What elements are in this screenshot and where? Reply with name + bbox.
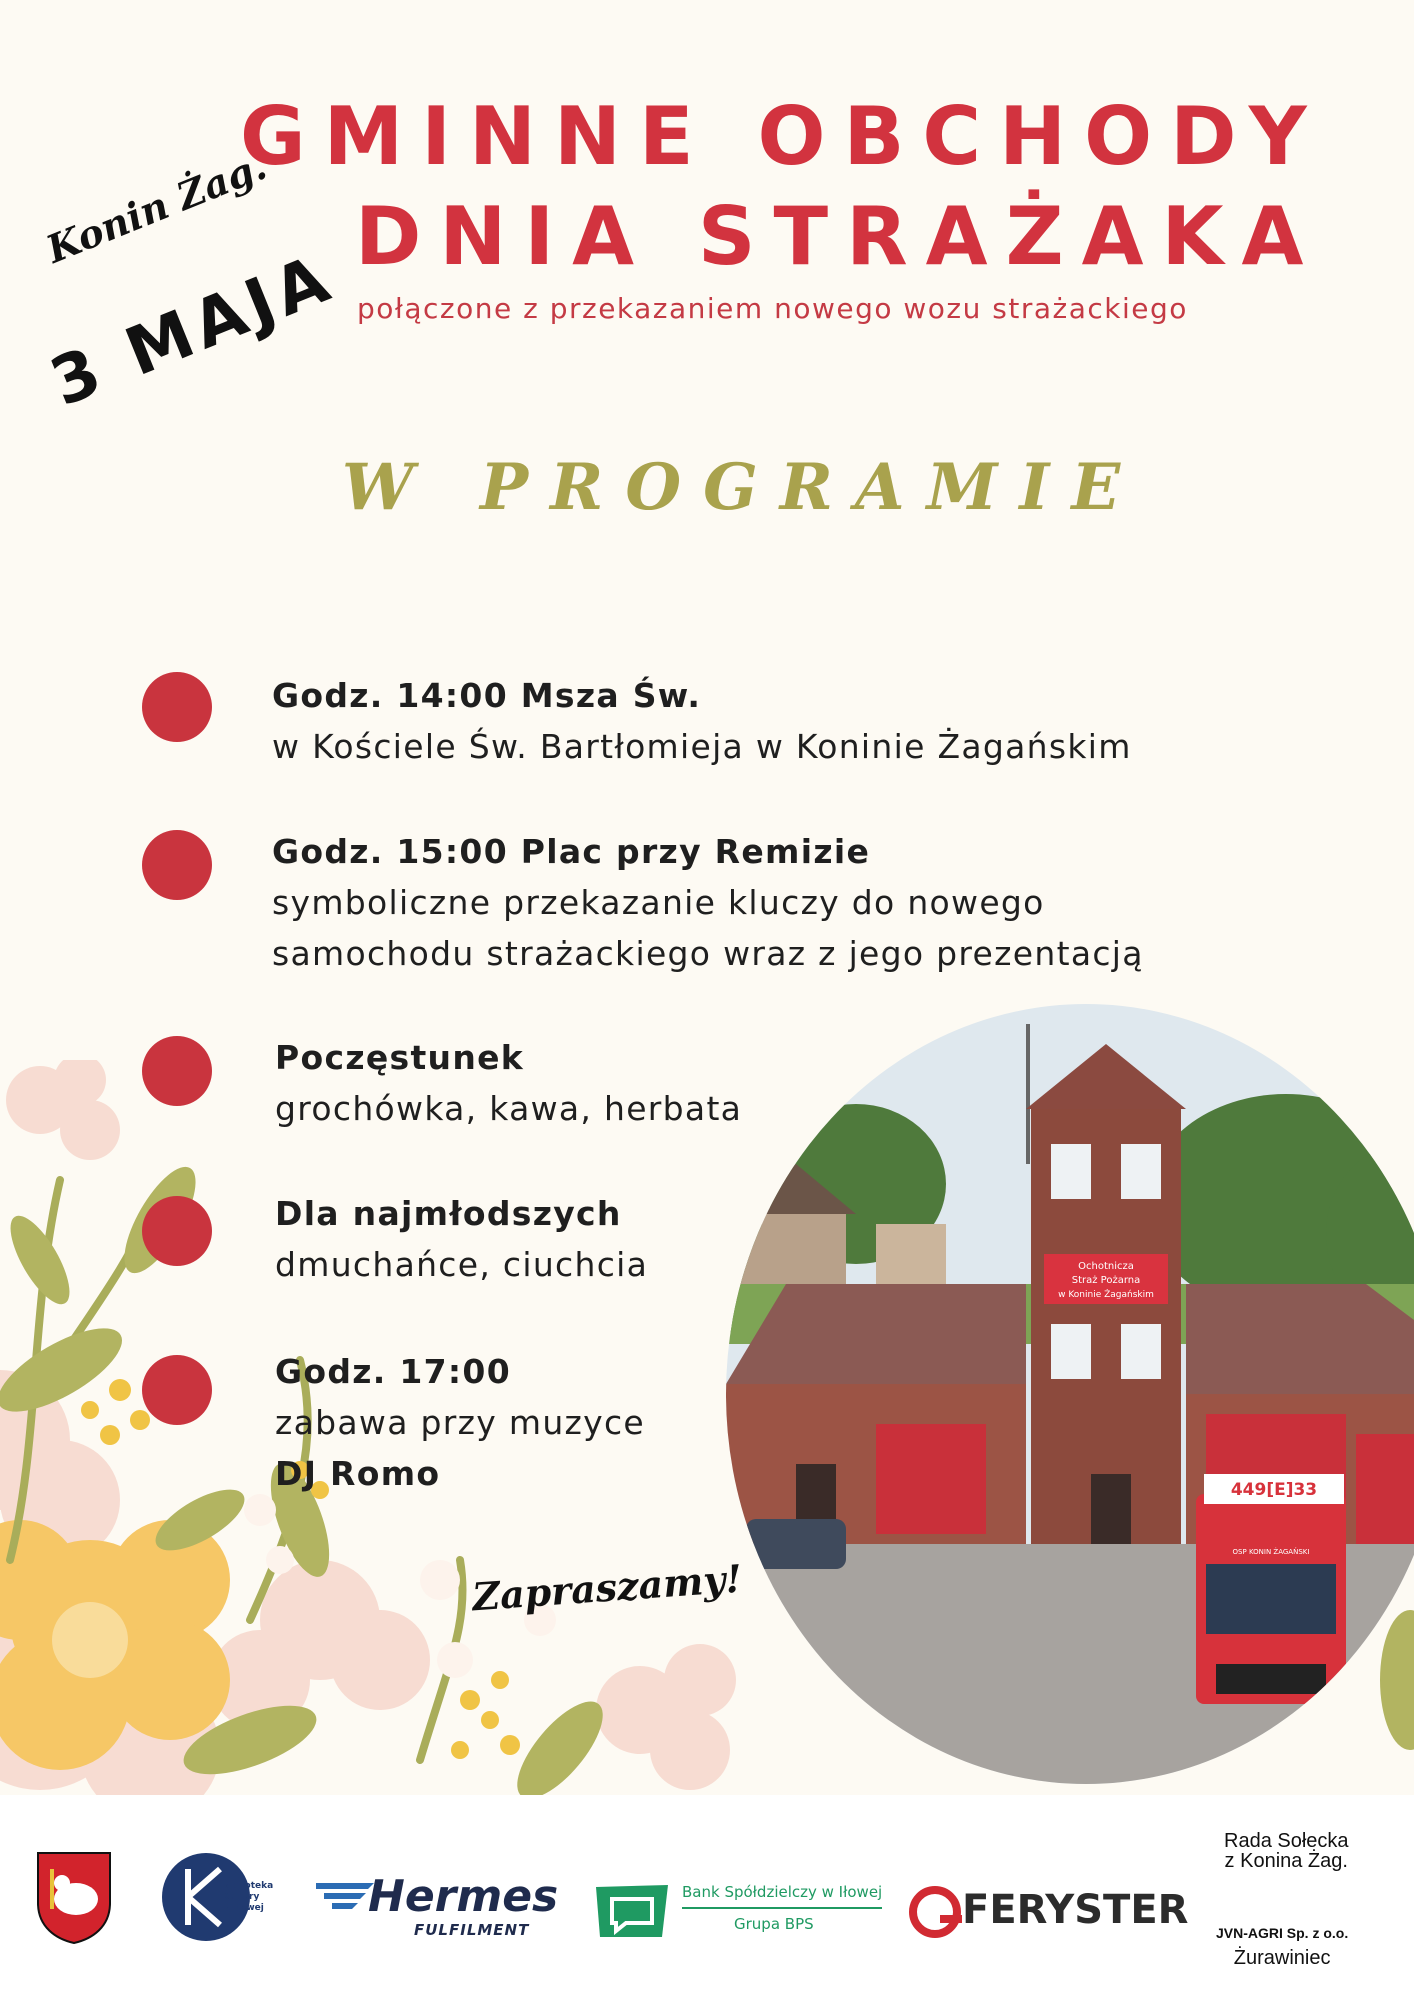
truck-number: 449[E]33 [1230, 1480, 1318, 1500]
schedule-item-head: Godz. 14:00 Msza Św. [272, 676, 702, 715]
event-date: 3 MAJA [40, 238, 345, 422]
bank-logo-text: Bank Spółdzielczy w Iłowej [682, 1883, 883, 1901]
bank-logo-icon [592, 1881, 672, 1941]
hermes-wing-icon [316, 1879, 376, 1909]
bullet-icon [142, 1036, 212, 1106]
feryster-logo-text: FERYSTER [962, 1887, 1189, 1933]
schedule-item-head: Dla najmłodszych [275, 1194, 622, 1233]
truck-label: OSP KONIN ŻAGAŃSKI [1232, 1548, 1310, 1556]
schedule-item-head: Godz. 15:00 Plac przy Remizie [272, 832, 871, 871]
sign-text-line3: w Koninie Żagańskim [1058, 1290, 1154, 1300]
bullet-icon [142, 672, 212, 742]
schedule-item-line: zabawa przy muzyce [275, 1403, 646, 1442]
schedule-item-food [275, 1032, 742, 1134]
bullet-icon [142, 1196, 212, 1266]
schedule-item-line: samochodu strażackiego wraz z jego prezentacją [272, 934, 1144, 973]
event-subtitle: połączone z przekazaniem nowego wozu strażackiego [357, 292, 1188, 325]
schedule-item-head: Godz. 17:00 [275, 1352, 511, 1391]
schedule-item-line: symboliczne przekazanie kluczy do nowego [272, 883, 1045, 922]
library-text-line: Kultury [222, 1892, 260, 1902]
bullet-icon [142, 1355, 212, 1425]
invite-text: Zapraszamy! [470, 1555, 744, 1620]
schedule-item-kids [275, 1188, 648, 1290]
schedule-item-line: grochówka, kawa, herbata [275, 1089, 743, 1128]
schedule-item-head: Poczęstunek [275, 1038, 525, 1077]
sign-text-line2: Straż Pożarna [1071, 1275, 1141, 1286]
jvn-agri-text [1216, 1925, 1348, 1970]
leaf-decoration-right [1370, 1600, 1414, 1800]
schedule-item-line: dmuchańce, ciuchcia [275, 1245, 649, 1284]
rada-line1: Rada Sołecka [1224, 1830, 1349, 1852]
schedule-item-keys [272, 826, 1144, 979]
rada-line2: z Konina Żag. [1224, 1850, 1348, 1872]
hermes-logo-text: Hermes [368, 1871, 559, 1922]
town-label: Konin Żag. [40, 142, 273, 272]
schedule-item-mass [272, 670, 1132, 772]
jvn-line1: JVN-AGRI Sp. z o.o. [1216, 1925, 1349, 1941]
library-text-line: w Iłowej [222, 1903, 264, 1913]
event-title-line1: GMINNE OBCHODY [240, 90, 1325, 183]
schedule-item-dj: DJ Romo [275, 1454, 441, 1493]
library-text-line: Biblioteka [222, 1881, 274, 1891]
hermes-logo-sub: FULFILMENT [414, 1921, 530, 1939]
rada-solecka-text [1224, 1831, 1349, 1871]
library-logo-text [222, 1881, 273, 1914]
fire-station-illustration [726, 1004, 1414, 1784]
sign-text-line1: Ochotnicza [1078, 1261, 1134, 1272]
schedule-item-line: w Kościele Św. Bartłomieja w Koninie Żagańskim [272, 727, 1132, 766]
jvn-line2: Żurawiniec [1233, 1947, 1331, 1969]
program-heading: W PROGRAMIE [341, 450, 1143, 525]
bank-logo-sub: Grupa BPS [734, 1915, 814, 1933]
feryster-logo-icon [906, 1883, 964, 1941]
bullet-icon [142, 830, 212, 900]
fire-station-photo [726, 1004, 1414, 1784]
coat-of-arms-icon [34, 1849, 114, 1945]
schedule-item-music [275, 1346, 645, 1499]
sponsors-footer [0, 1795, 1414, 2000]
event-title-line2: DNIA STRAŻAKA [355, 190, 1322, 283]
bank-logo-divider [682, 1907, 882, 1909]
